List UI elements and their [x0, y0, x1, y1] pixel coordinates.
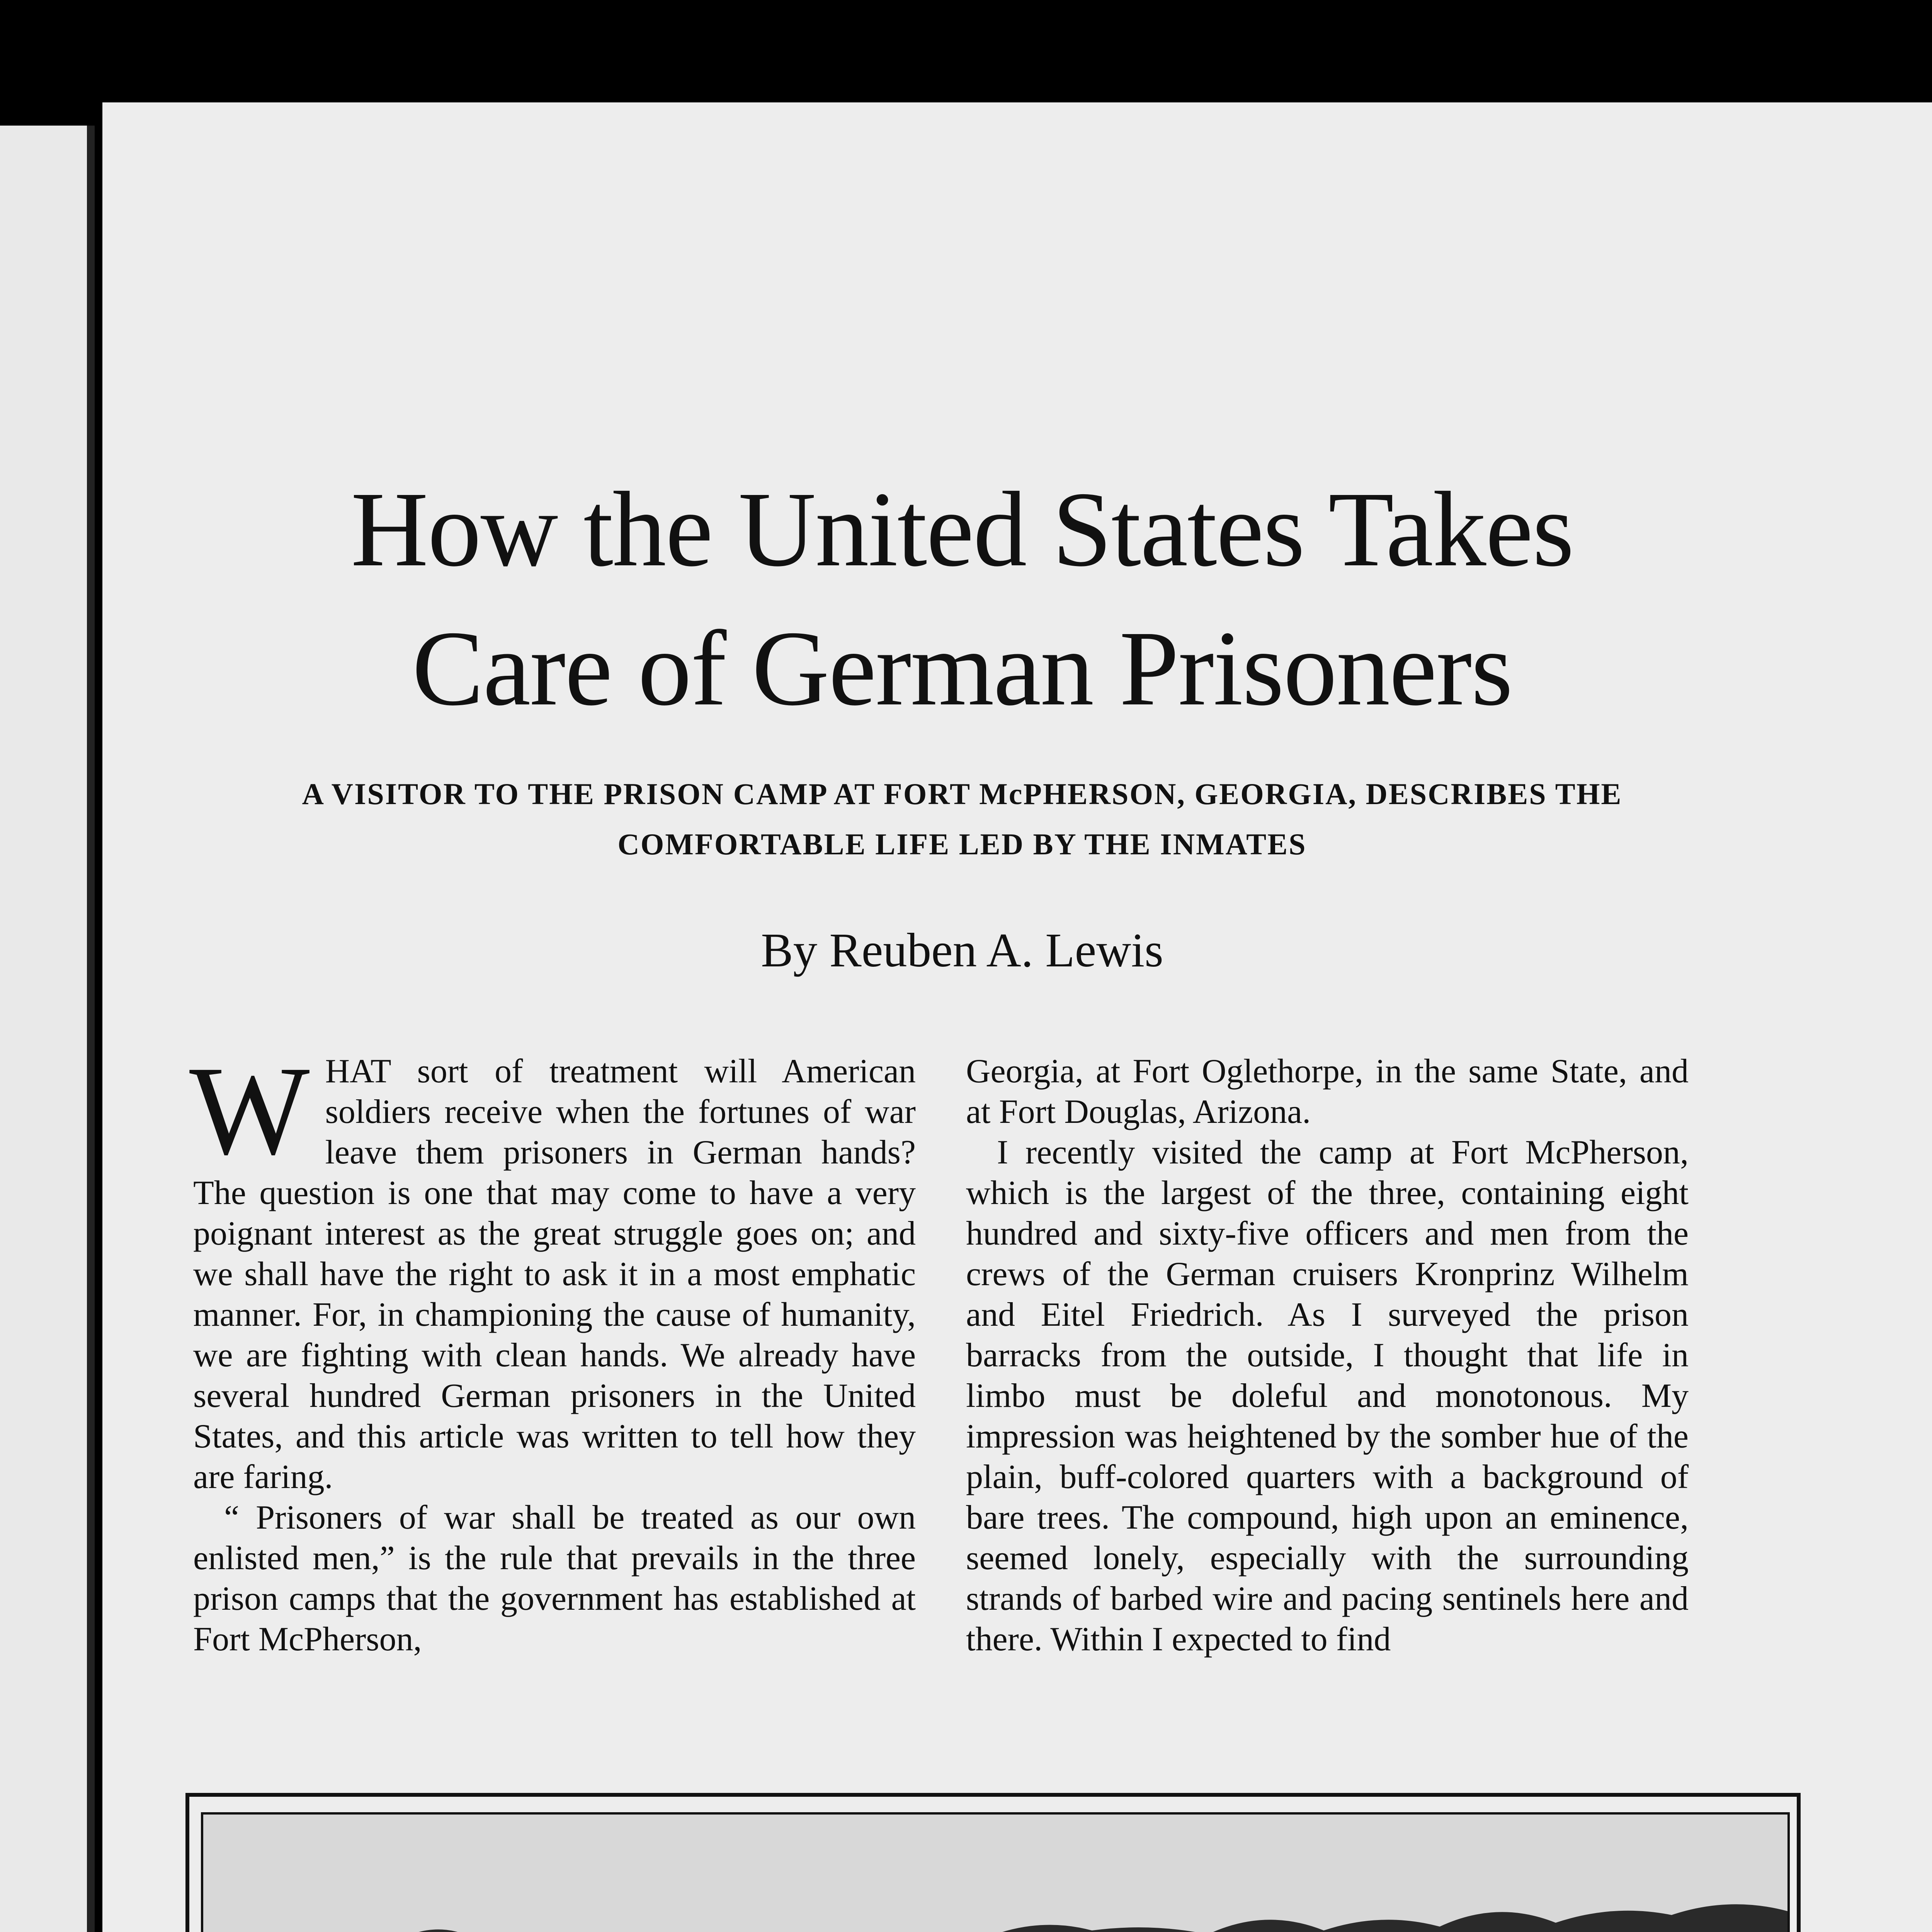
- title-line-1: How the United States Takes: [350, 470, 1574, 589]
- article-title: [151, 460, 1774, 738]
- paragraph: [189, 1040, 916, 1497]
- subtitle-line-1: A VISITOR TO THE PRISON CAMP AT FORT McPHERSON, GEORGIA, DESCRIBES THE: [302, 777, 1622, 811]
- drop-cap: W: [189, 1040, 310, 1181]
- paragraph: I recently visited the camp at Fort McPherson, which is the largest of the three, containing eight hundred and sixty-five officers and men from the crews of the German cruisers Kronprinz Wilhelm and Eitel Friedrich. As I surveyed the prison barracks from the outside, I thought that life in limbo must be doleful and monotonous. My impression was heightened by the somber hue of the plain, buff-colored quarters with a background of bare trees. The compound, high upon an eminence, seemed lonely, especially with the surrounding strands of barbed wire and pacing sentinels here and there. Within I expected to find: [966, 1134, 1689, 1658]
- subtitle-line-2: COMFORTABLE LIFE LED BY THE INMATES: [617, 827, 1307, 861]
- article-subtitle: [155, 769, 1770, 869]
- body-column-left: [189, 1040, 916, 1660]
- title-line-2: Care of German Prisoners: [412, 609, 1512, 728]
- paragraph: Georgia, at Fort Oglethorpe, in the same State, and at Fort Douglas, Arizona.: [966, 1053, 1689, 1131]
- previous-page-edge: [0, 126, 95, 1932]
- paragraph: “ Prisoners of war shall be treated as our own enlisted men,” is the rule that prevails in the three prison camps that the government has established at Fort McPherson,: [193, 1499, 916, 1658]
- barracks-photo-illustration: [203, 1815, 1787, 1932]
- photo-frame: [185, 1793, 1801, 1932]
- byline: By Reuben A. Lewis: [761, 924, 1163, 977]
- barracks-photo: [201, 1812, 1790, 1932]
- paragraph-text: HAT sort of treatment will American soldiers receive when the fortunes of war leave them prisoners in German hands? The question is one that may come to have a very poignant interest as the great struggle goes on; and we shall have the right to ask it in a most emphatic manner. For, in championing the cause of humanity, we are fighting with clean hands. We already have several hundred German prisoners in the United States, and this article was written to tell how they are faring.: [193, 1053, 916, 1496]
- body-column-right: [966, 1051, 1689, 1660]
